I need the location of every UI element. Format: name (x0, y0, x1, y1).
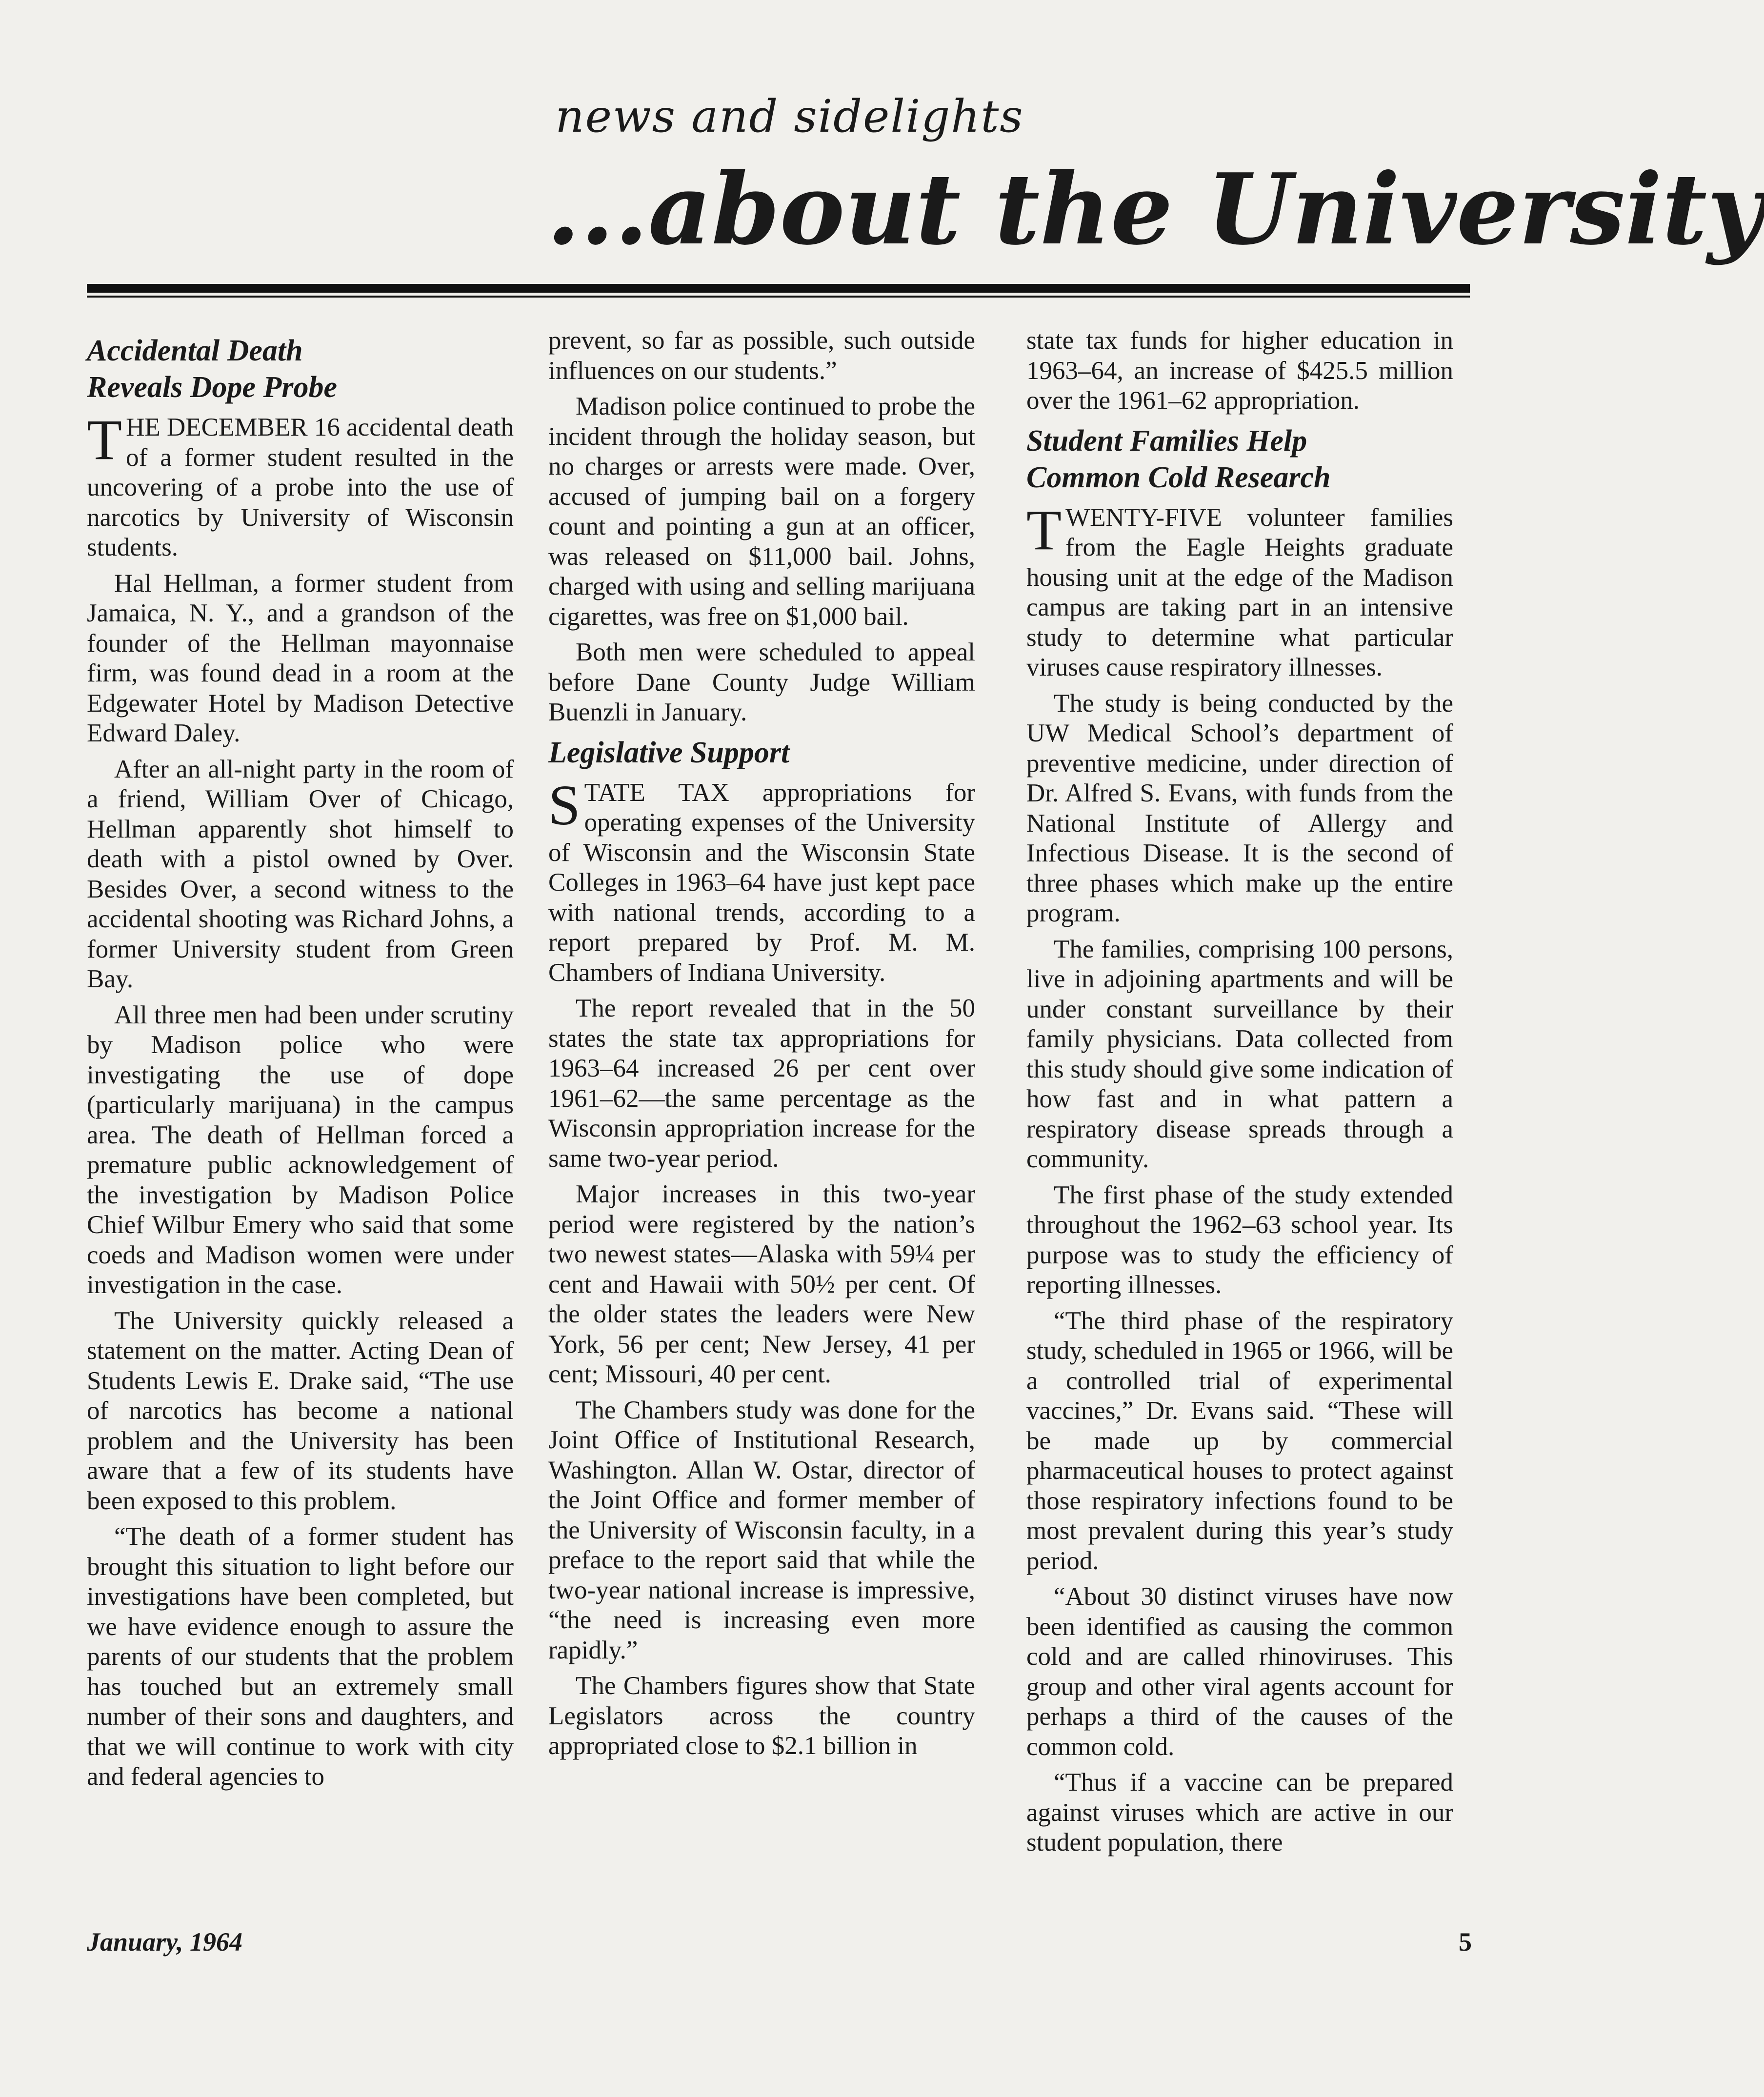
section-headline: ...about the University (546, 152, 1764, 267)
paragraph: prevent, so far as possible, such outside influences on our students.” (548, 326, 975, 385)
section-kicker: news and sidelights (555, 90, 1024, 142)
paragraph: The first phase of the study extended throughout the 1962–63 school year. Its purpose was to study the efficiency of reporting illnesses. (1026, 1180, 1453, 1299)
article-heading-legislative-support: Legislative Support (548, 736, 790, 769)
header-rule-thin (87, 296, 1470, 298)
paragraph-text: WENTY-FIVE volunteer families from the Eagle Heights graduate housing unit at the edge of the Madison campus are taking part in an intensive study to determine what particular viruses cause respiratory illnesses. (1026, 503, 1453, 681)
column-1 (87, 326, 514, 1798)
paragraph: The Chambers figures show that State Legislators across the country appropriated close to $2.1 billion in (548, 1672, 975, 1760)
paragraph: Madison police continued to probe the incident through the holiday season, but no charges or arrests were made. Over, accused of jumping bail on a forgery count and pointing a gun at an officer, was released on $11,000 bail. Johns, charged with using and selling marijuana cigarettes, was free on $1,000 bail. (548, 392, 975, 631)
paragraph: After an all-night party in the room of a friend, William Over of Chicago, Hellman apparently shot himself to death with a pistol owned by Over. Besides Over, a second witness to the accidental shooting was Richard Johns, a former University student from Green Bay. (87, 755, 514, 993)
paragraph: The families, comprising 100 persons, live in adjoining apartments and will be under constant surveillance by their family physicians. Data collected from this study should give some indication of how fast and in what pattern a respiratory disease spreads through a community. (1026, 935, 1453, 1173)
paragraph: The Chambers study was done for the Joint Office of Institutional Research, Washington. Allan W. Ostar, director of the Joint Office and former member of the University of Wisconsin faculty, in a preface to the report said that while the two-year national increase is impressive, “the need is increasing even more rapidly.” (548, 1396, 975, 1664)
article-heading-accidental-death (87, 333, 514, 406)
paragraph: Both men were scheduled to appeal before Dane County Judge William Buenzli in January. (548, 638, 975, 726)
paragraph: “The third phase of the respiratory study, scheduled in 1965 or 1966, will be a controlled trial of experimental vaccines,” Dr. Evans said. “These will be made up by commercial pharmaceutical houses to protect against those respiratory infections found to be most prevalent during this year’s study period. (1026, 1306, 1453, 1575)
page-number: 5 (1459, 1927, 1472, 1957)
article-heading-common-cold (1026, 423, 1453, 496)
heading-line-1: Accidental Death (87, 334, 303, 367)
drop-cap: S (548, 773, 581, 837)
drop-cap: T (87, 408, 122, 472)
paragraph: Hal Hellman, a former student from Jamaica, N. Y., and a grandson of the founder of the Hellman mayonnaise firm, was found dead in a room at the Edgewater Hotel by Madison Detective Edward Daley. (87, 569, 514, 747)
paragraph: Major increases in this two-year period were registered by the nation’s two newest states—Alaska with 59¼ per cent and Hawaii with 50½ per cent. Of the older states the leaders were New York, 56 per cent; New Jersey, 41 per cent; Missouri, 40 per cent. (548, 1180, 975, 1388)
paragraph-text: HE DECEMBER 16 accidental death of a former student resulted in the uncovering of a probe into the use of narcotics by University of Wisconsin students. (87, 413, 514, 561)
paragraph: The report revealed that in the 50 states the state tax appropriations for 1963–64 increased 26 per cent over 1961–62—the same percentage as the Wisconsin appropriation increase for the same two-year period. (548, 994, 975, 1173)
heading-line-1: Student Families Help (1026, 424, 1307, 458)
paragraph (87, 408, 514, 563)
paragraph: state tax funds for higher education in 1963–64, an increase of $425.5 million over the 1961–62 appropriation. (1026, 326, 1453, 415)
paragraph: All three men had been under scrutiny by Madison police who were investigating the use of dope (particularly marijuana) in the campus area. The death of Hellman forced a premature public acknowledgement of the investigation by Madison Police Chief Wilbur Emery who said that some coeds and Madison women were under investigation in the case. (87, 1000, 514, 1299)
header-rule-thick (87, 284, 1470, 293)
heading-line-2: Common Cold Research (1026, 460, 1331, 494)
paragraph: “Thus if a vaccine can be prepared against viruses which are active in our student population, there (1026, 1768, 1453, 1857)
paragraph: The study is being conducted by the UW Medical School’s department of preventive medicine, under direction of Dr. Alfred S. Evans, with funds from the National Institute of Allergy and Infectious Disease. It is the second of three phases which make up the entire program. (1026, 689, 1453, 927)
column-2 (548, 326, 975, 1767)
paragraph (548, 773, 975, 988)
issue-date: January, 1964 (87, 1927, 243, 1957)
drop-cap: T (1026, 498, 1062, 562)
column-3 (1026, 326, 1453, 1864)
paragraph (1026, 498, 1453, 683)
paragraph: The University quickly released a statement on the matter. Acting Dean of Students Lewis E. Drake said, “The use of narcotics has become a national problem and the University has been aware that a few of its students have been exposed to this problem. (87, 1306, 514, 1515)
paragraph: “The death of a former student has brought this situation to light before our investigations have been completed, but we have evidence enough to assure the parents of our students that the problem has touched but an extremely small number of their sons and daughters, and that we will continue to work with city and federal agencies to (87, 1522, 514, 1791)
paragraph-text: TATE TAX appropriations for operating expenses of the University of Wisconsin and the Wisconsin State Colleges in 1963–64 have just kept pace with national trends, according to a report prepared by Prof. M. M. Chambers of Indiana University. (548, 778, 975, 987)
heading-line-2: Reveals Dope Probe (87, 371, 338, 404)
paragraph: “About 30 distinct viruses have now been identified as causing the common cold and are called rhinoviruses. This group and other viral agents account for perhaps a third of the causes of the common cold. (1026, 1582, 1453, 1761)
